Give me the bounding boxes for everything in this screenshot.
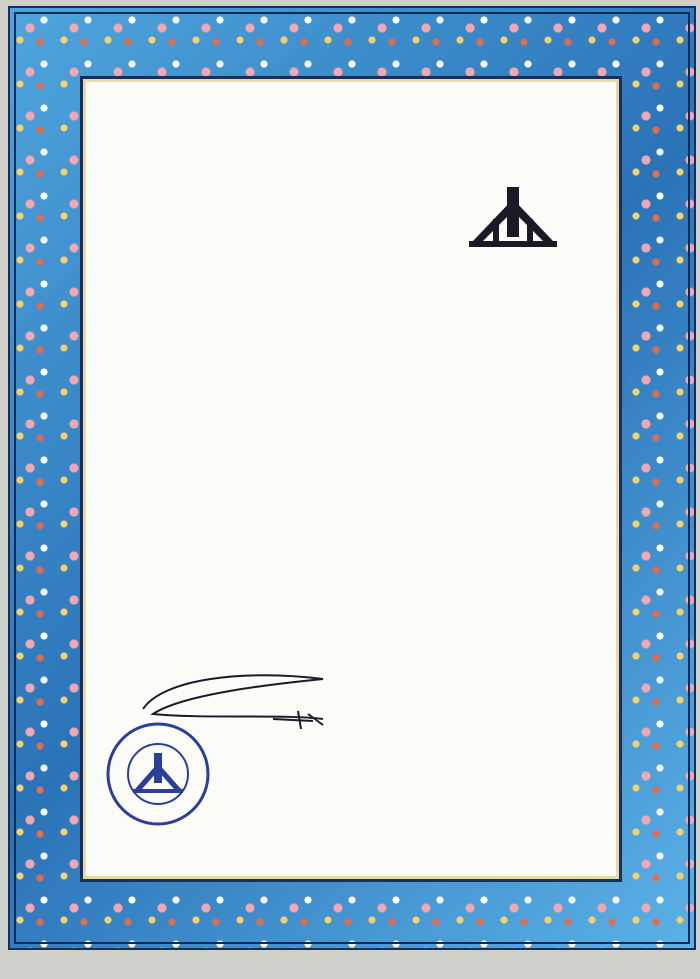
university-logo-icon <box>463 179 563 259</box>
official-seal-icon <box>103 719 213 829</box>
letter-paper <box>80 76 622 882</box>
